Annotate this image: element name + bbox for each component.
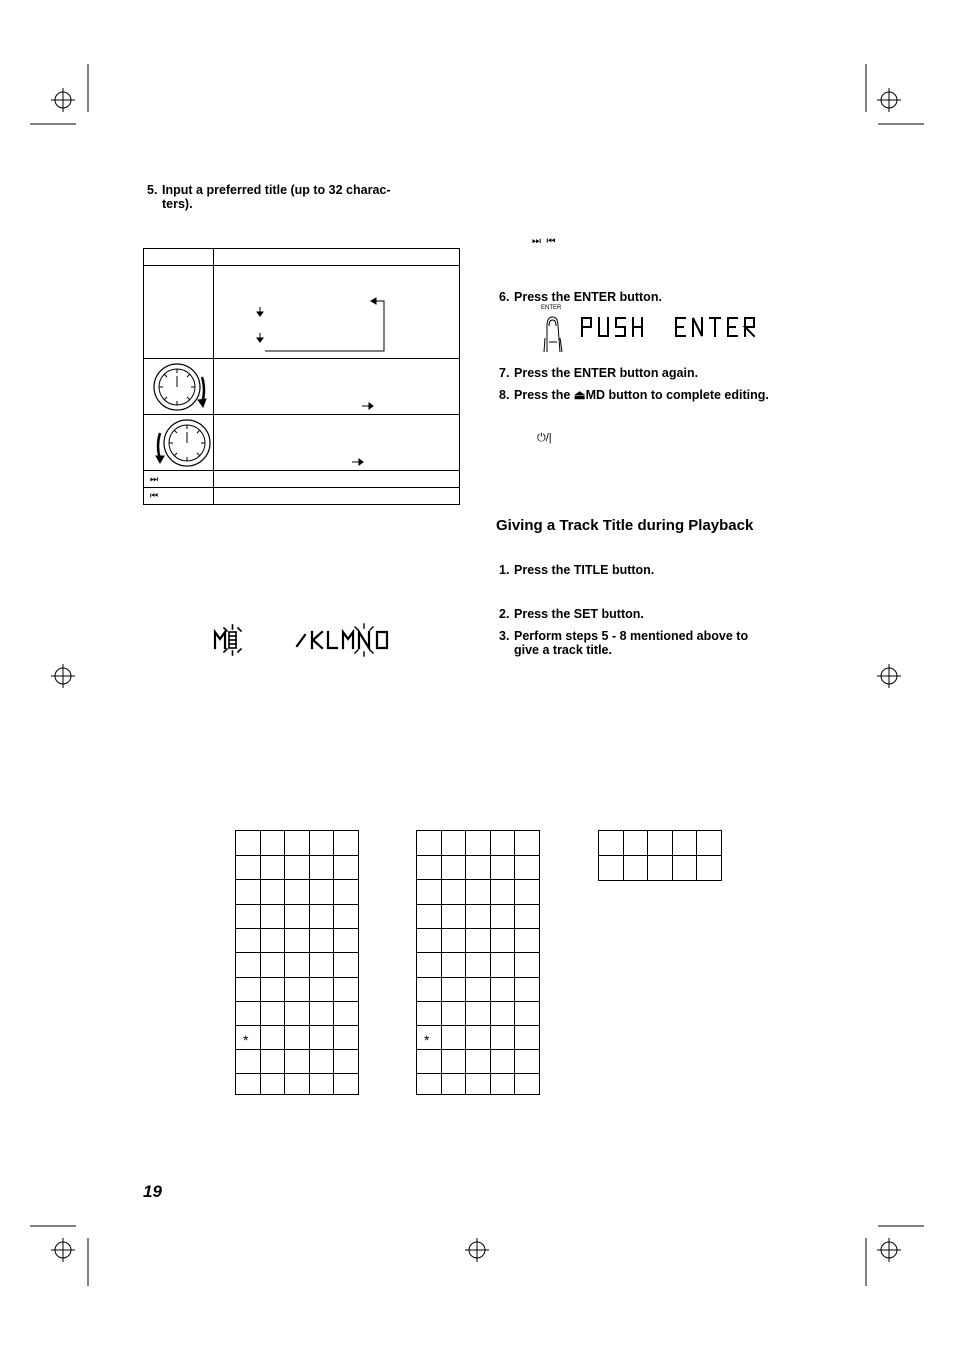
display-example: [205, 622, 400, 658]
dial-counterclockwise-icon: [156, 420, 210, 466]
step-7: [499, 366, 698, 380]
character-grid-3: [597, 829, 724, 883]
crosshair-bottom-right: [877, 1238, 901, 1262]
step-6: [499, 290, 662, 304]
enter-button-label: ENTER: [541, 305, 562, 311]
step-text: Press the ENTER button again.: [514, 366, 699, 380]
skip-forward-icon: ⏭: [150, 474, 159, 484]
mode-cycle-diagram: [257, 298, 384, 351]
character-grid-2: [415, 829, 542, 1097]
step-8: [499, 388, 769, 402]
page-number: 19: [143, 1182, 162, 1201]
crosshair-bottom-left: [51, 1238, 75, 1262]
sub-step-2: [499, 607, 644, 621]
crosshair-mid-left: [51, 664, 75, 688]
display-char-m: [343, 632, 353, 648]
step-number: 5.: [147, 183, 158, 197]
display-char-k: [312, 632, 322, 648]
finger-press-icon: [538, 312, 568, 356]
character-input-table: [140, 245, 465, 510]
display-char-slash: [297, 635, 305, 646]
section-title: Giving a Track Title during Playback: [496, 517, 754, 534]
sub-step-3: [499, 629, 819, 657]
display-char-m: [215, 632, 225, 648]
right-arrow-icon: [352, 459, 363, 465]
grid-mark: *: [243, 1032, 249, 1048]
crosshair-mid-right: [877, 664, 901, 688]
push-enter-display: [580, 314, 770, 340]
display-char-o: [377, 632, 387, 648]
step-text: Press the ENTER button.: [514, 290, 662, 304]
display-char-l: [328, 632, 337, 648]
sub-step-1: [499, 563, 654, 577]
dial-clockwise-icon: [154, 364, 206, 410]
step-number: 2.: [499, 607, 510, 621]
skip-buttons-icon: ⏭ ⏮: [532, 236, 556, 247]
step-text-continued: give a track title.: [514, 643, 612, 657]
character-grid-1: [234, 829, 361, 1097]
step-text: Press the ⏏MD button to complete editing.: [514, 388, 769, 402]
step-5: [147, 183, 447, 211]
step-number: 1.: [499, 563, 510, 577]
step-text: Press the SET button.: [514, 607, 644, 621]
grid-mark: *: [424, 1032, 430, 1048]
display-char-n-blinking: [355, 624, 373, 656]
skip-back-icon: ⏮: [150, 490, 159, 500]
step-text: Perform steps 5 - 8 mentioned above to: [514, 629, 749, 643]
blinking-cursor: [224, 625, 241, 655]
power-icon: ⏻/|: [537, 432, 552, 444]
right-arrow-icon: [362, 403, 373, 409]
crosshair-top-left: [51, 88, 75, 112]
step-number: 6.: [499, 290, 510, 304]
step-number: 7.: [499, 366, 510, 380]
step-number: 8.: [499, 388, 510, 402]
step-text: Input a preferred title (up to 32 charac-: [162, 183, 391, 197]
step-text-continued: ters).: [162, 197, 193, 211]
crosshair-bottom-center: [465, 1238, 489, 1262]
step-number: 3.: [499, 629, 510, 643]
step-text: Press the TITLE button.: [514, 563, 655, 577]
crosshair-top-right: [877, 88, 901, 112]
